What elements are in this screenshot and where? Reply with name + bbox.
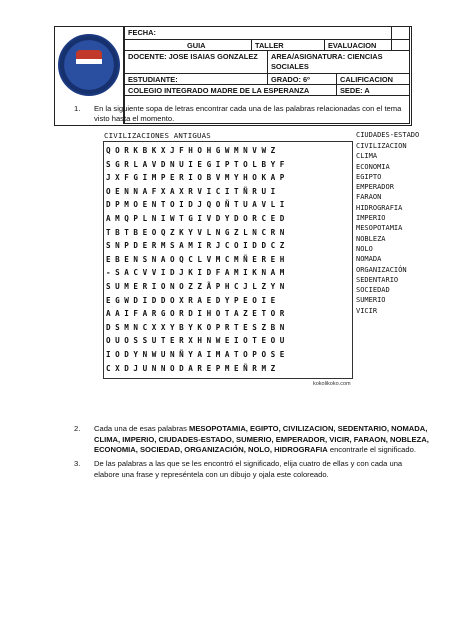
word-list-item: SEDENTARIO — [356, 275, 399, 284]
wordsearch-credit: kokolikoko.com — [313, 381, 351, 387]
item1-text — [94, 104, 401, 124]
word-list-item: CLIMA — [356, 152, 378, 161]
wordsearch-row: C X D J U N N O D A R E P M E Ñ R M Z — [106, 363, 276, 373]
wordsearch-row: O U O S S U T E R X H N W E I O T E O U — [106, 336, 285, 346]
item3-number: 3. — [74, 459, 81, 468]
item2-lead: Cada una de esas palabras — [94, 424, 189, 433]
item2-number: 2. — [74, 424, 81, 433]
item3-text — [94, 459, 402, 480]
item2-tail: encontrarle el significado. — [327, 445, 416, 454]
word-list-item: SOCIEDAD — [356, 286, 390, 295]
guia-label: GUIA — [187, 41, 206, 50]
word-list-item: ORGANIZACIÓN — [356, 265, 407, 274]
sede-label: SEDE: A — [340, 86, 370, 95]
word-list-item: NOBLEZA — [356, 234, 386, 243]
word-list-item: HIDROGRAFIA — [356, 203, 403, 212]
evaluacion-label: EVALUACION — [328, 41, 377, 50]
docente-label: DOCENTE: JOSE ISAIAS GONZALEZ — [128, 52, 258, 61]
calificacion-label: CALIFICACION — [340, 75, 393, 84]
word-list — [356, 141, 407, 316]
wordsearch-title: CIVILIZACIONES ANTIGUAS — [104, 131, 211, 140]
taller-label: TALLER — [255, 41, 284, 50]
wordsearch-row: J X F G I M P E R I O B V M Y H O K A P — [106, 173, 285, 183]
wordsearch-row: D S M N C X X Y B Y K O P R T E S Z B N — [106, 322, 285, 332]
word-list-item: FARAON — [356, 193, 382, 202]
wordsearch-row: D P M O E N T O I D J Q O Ñ T U A V L I — [106, 200, 285, 210]
wordsearch-row: E G W D I D D O X R A E D Y P E O I E — [106, 295, 276, 305]
wordsearch-row: I O D Y N W U N Ñ Y A I M A T O P O S E — [106, 350, 285, 359]
item2-words-2: CLIMA, IMPERIO, CIUDADES-ESTADO, SUMERIO, EMPERADOR, VICIR, FARAON, NOBLEZA, — [94, 434, 429, 444]
word-list-item: CIVILIZACION — [356, 142, 407, 150]
item2-words-3: ECONOMIA, SOCIEDAD, ORGANIZACIÓN, NOLO, HIDROGRAFIA — [94, 445, 328, 454]
fecha-label: FECHA: — [128, 28, 156, 37]
item1-line1: En la siguiente sopa de letras encontrar cada una de las palabras relacionadas con el tema — [94, 104, 402, 113]
word-list-item: EMPERADOR — [356, 183, 394, 192]
word-list-item: SUMERIO — [356, 296, 386, 305]
wordsearch-row: A A I F A R G O R D I H O T A Z E T O R — [106, 309, 285, 319]
colegio-label: COLEGIO INTEGRADO MADRE DE LA ESPERANZA — [128, 86, 310, 95]
estudiante-label: ESTUDIANTE: — [128, 75, 178, 84]
wordsearch-row: Q O R K B K X J F H O H G W M N V W Z — [106, 146, 276, 155]
word-list-item: VICIR — [356, 306, 378, 315]
area-cell — [267, 50, 410, 74]
area-label: AREA/ASIGNATURA: CIENCIAS — [271, 52, 383, 61]
item3-line2: elabore una frase y represéntela con un dibujo y ojala este coloreado. — [94, 469, 329, 479]
wordsearch-row: S U M E R I O N O Z Z Ã P H C J L Z Y N — [106, 282, 285, 291]
item1-number: 1. — [74, 104, 81, 113]
wordsearch-row: O E N N A F X A X R V I C I T Ñ R U I — [106, 186, 276, 196]
blank-cell — [391, 26, 410, 51]
item2-words-1: MESOPOTAMIA, EGIPTO, CIVILIZACION, SEDENTARIO, NOMADA, — [189, 424, 428, 433]
grado-label: GRADO: 6º — [271, 75, 310, 84]
wordsearch-row: - S A C V V I D J K I D F A M I K N A M — [106, 268, 285, 278]
wordsearch-row: T B T B E O Q Z K Y V L N G Z L N C R N — [106, 227, 285, 237]
word-list-item: IMPERIO — [356, 214, 386, 223]
wordsearch-row: S G R L A V D N U I E G I P T O L B Y F — [106, 159, 285, 169]
school-logo — [58, 34, 120, 96]
wordsearch-row: S N P D E R M S A M I R J C O I D D C Z — [106, 241, 285, 251]
item2-text — [94, 424, 429, 456]
word-list-item: NOLO — [356, 244, 373, 253]
word-list-item: MESOPOTAMIA — [356, 224, 403, 233]
word-list-item: NOMADA — [356, 255, 382, 264]
item1-line2: visto hasta el momento. — [94, 114, 175, 123]
word-list-item: EGIPTO — [356, 172, 382, 181]
docente-cell — [124, 50, 268, 74]
word-list-title: CIUDADES-ESTADO — [356, 131, 420, 139]
wordsearch-row: E B E N S N A O Q C L V M C M Ñ E R E H — [106, 254, 285, 264]
word-list-item: ECONOMIA — [356, 162, 390, 171]
fecha-cell — [124, 26, 410, 40]
item3-line1: De las palabras a las que se les encontró el significado, elija cuatro de ellas y con cada una — [94, 459, 403, 468]
area-label-2: SOCIALES — [271, 62, 309, 71]
wordsearch-row: A M Q P L N I W T G I V D Y D O R C E D — [106, 214, 285, 223]
